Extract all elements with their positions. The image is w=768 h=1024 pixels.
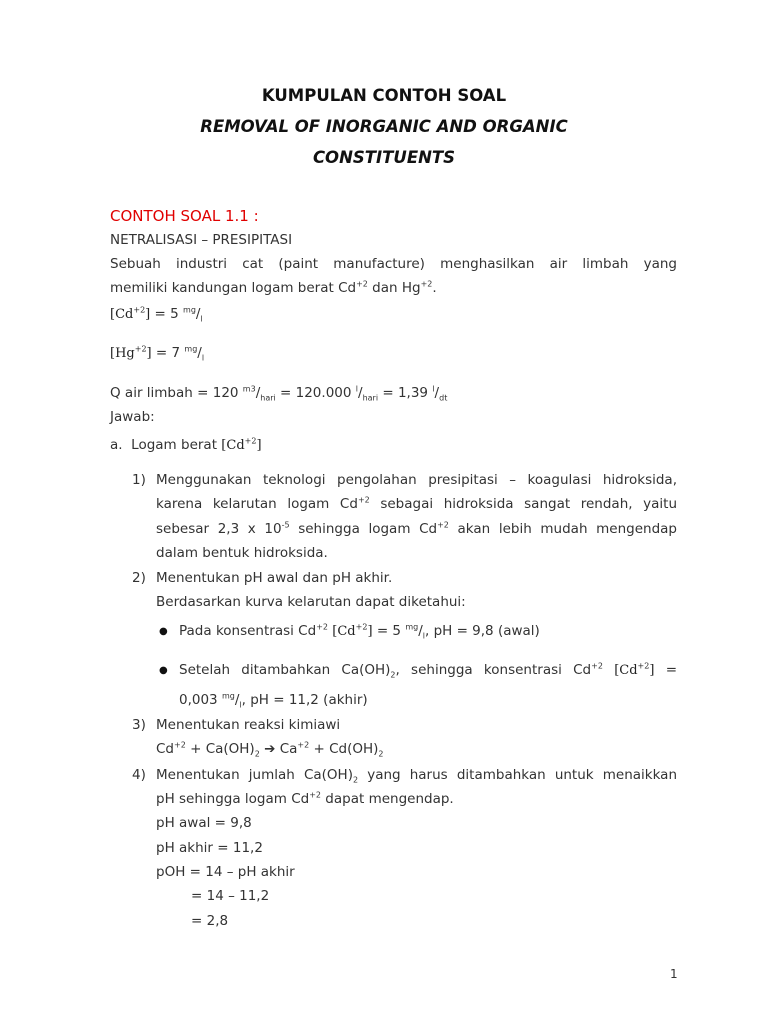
step-2-number: 2) — [132, 570, 146, 586]
document-title: KUMPULAN CONTOH SOAL — [261, 86, 507, 105]
reaction-equation: $Cd^{+2} + Ca(OH)_2$ ➔ $Ca^{+2} + Cd(OH)_2$ — [156, 740, 384, 759]
flow-rate: Q air limbah = 120 $^{m3}/_{hari} = 120.000$ $^l/_{hari} = 1,39$ $^l/_{dt}$ — [110, 384, 448, 403]
ph-akhir: pH akhir = 11,2 — [156, 840, 263, 856]
bullet-2-line-2: 0,003 $^{mg}/_l$, pH = 11,2 (akhir) — [179, 691, 368, 710]
ph-awal: pH awal = 9,8 — [156, 815, 252, 831]
document-subtitle-line2: CONSTITUENTS — [312, 148, 456, 167]
bullet-icon: ● — [159, 665, 168, 676]
intro-line-1: Sebuah industri cat (paint manufacture) menghasilkan air limbah yang — [110, 256, 677, 272]
step-1-line-4: dalam bentuk hidroksida. — [156, 545, 328, 561]
part-a: a. Logam berat $[Cd^{+2}]$ — [110, 436, 262, 453]
step-2-line-1: Menentukan pH awal dan pH akhir. — [156, 570, 393, 586]
bullet-icon: ● — [159, 626, 168, 637]
poh-line-2: = 14 – 11,2 — [191, 888, 270, 904]
step-3-line-1: Menentukan reaksi kimiawi — [156, 717, 341, 733]
section-subheading: NETRALISASI – PRESIPITASI — [110, 232, 293, 248]
step-3-number: 3) — [132, 717, 146, 733]
given-cd: $[Cd^{+2}] = 5$ $^{mg}/_l$ — [110, 305, 203, 324]
step-4-line-2: pH sehingga logam $Cd^{+2}$ dapat mengendap. — [156, 790, 454, 807]
step-1-line-3: sebesar 2,3 x $10^{-5}$ sehingga logam $Cd^{+2}$ akan lebih mudah mengendap — [156, 520, 677, 537]
poh-line-3: = 2,8 — [191, 913, 229, 929]
section-heading: CONTOH SOAL 1.1 : — [110, 207, 259, 225]
intro-line-2: memiliki kandungan logam berat $Cd^{+2}$ dan $Hg^{+2}$. — [110, 279, 437, 296]
poh-line-1: pOH = 14 – pH akhir — [156, 864, 295, 880]
answer-label: Jawab: — [110, 409, 155, 425]
bullet-2-line-1: Setelah ditambahkan $Ca(OH)_2$, sehingga konsentrasi $Cd^{+2}$ $[Cd^{+2}]$ = — [179, 661, 677, 680]
arrow-icon: ➔ — [264, 741, 276, 757]
document-subtitle-line1: REMOVAL OF INORGANIC AND ORGANIC — [200, 117, 568, 136]
bullet-1: Pada konsentrasi $Cd^{+2}$ $[Cd^{+2}] = 5$ $^{mg}/_l$, pH = 9,8 (awal) — [179, 622, 540, 641]
step-4-number: 4) — [132, 767, 146, 783]
step-4-line-1: Menentukan jumlah $Ca(OH)_2$ yang harus ditambahkan untuk menaikkan — [156, 767, 678, 785]
page-number: 1 — [670, 967, 678, 981]
step-1-line-1: Menggunakan teknologi pengolahan presipitasi – koagulasi hidroksida, — [156, 472, 677, 488]
step-2-line-2: Berdasarkan kurva kelarutan dapat diketahui: — [156, 594, 466, 610]
given-hg: $[Hg^{+2}] = 7$ $^{mg}/_l$ — [110, 344, 205, 363]
step-1-line-2: karena kelarutan logam $Cd^{+2}$ sebagai hidroksida sangat rendah, yaitu — [156, 495, 677, 512]
step-1-number: 1) — [132, 472, 146, 488]
